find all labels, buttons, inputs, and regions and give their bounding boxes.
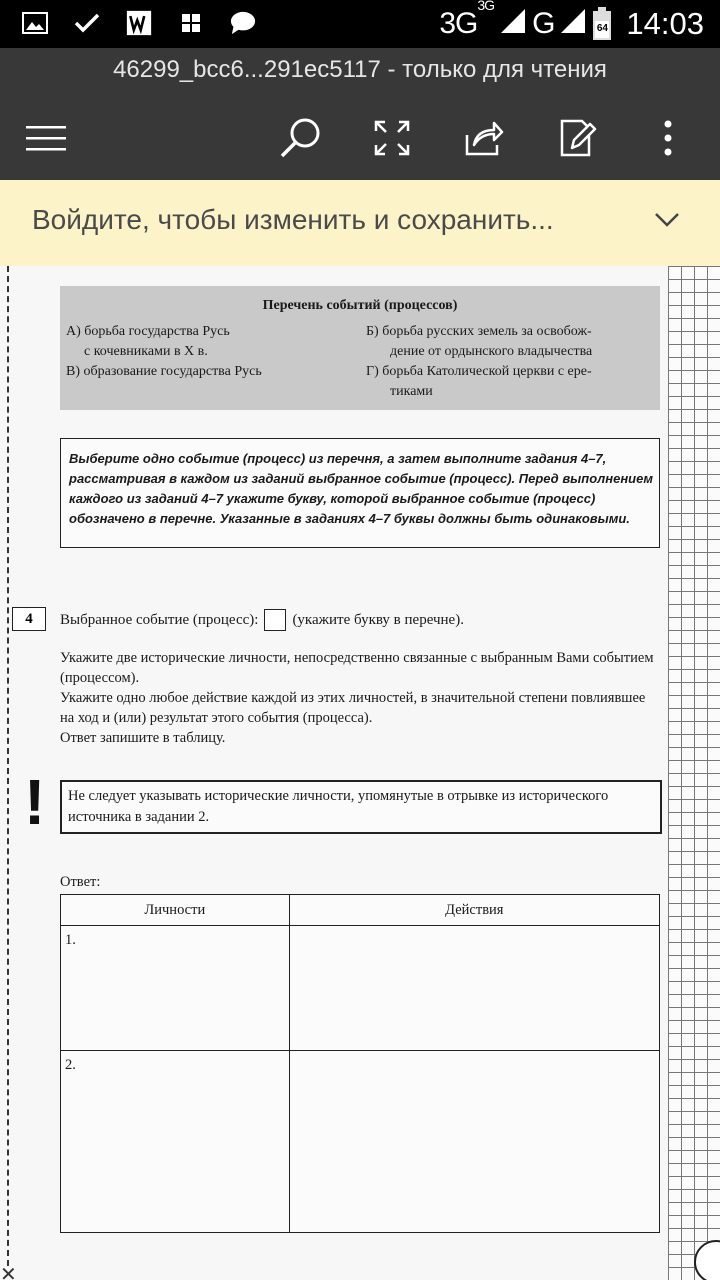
network-type: $3G^{3G}$ bbox=[439, 0, 495, 40]
fullscreen-button[interactable] bbox=[368, 114, 416, 162]
event-g-line2: тиками bbox=[390, 384, 433, 399]
question-body bbox=[60, 648, 660, 748]
question-paragraph-2: Укажите одно любое действие каждой из этих личностей, в значительной степени повлиявшее на ход и (или) результат этого события (процесса). bbox=[60, 690, 646, 726]
network-type-2: G bbox=[532, 7, 555, 40]
cut-line bbox=[7, 266, 9, 1266]
share-button[interactable] bbox=[460, 114, 508, 162]
person-cell-1[interactable]: 1. bbox=[61, 926, 290, 1051]
toolbar bbox=[0, 136, 720, 184]
events-title: Перечень событий (процессов) bbox=[262, 298, 458, 313]
answer-table bbox=[60, 894, 660, 1233]
column-persons: Личности bbox=[61, 895, 290, 926]
warning-box bbox=[60, 780, 662, 834]
action-cell-1[interactable] bbox=[289, 926, 659, 1051]
question-select-line bbox=[60, 609, 464, 631]
column-actions: Действия bbox=[289, 895, 659, 926]
status-bar bbox=[0, 0, 720, 48]
fullscreen-icon bbox=[373, 119, 411, 157]
document-viewer[interactable] bbox=[0, 266, 720, 1280]
question-select-label: Выбранное событие (процесс): bbox=[60, 611, 259, 628]
clock: 14:03 bbox=[626, 6, 704, 41]
instruction-text: Выберите одно событие (процесс) из перечня, а затем выполните задания 4–7, рассматривая в каждом из заданий выбранное событие (процесс). Перед выполнением каждого из заданий 4–7 укажите букву, которой выбранное событие (процесс) обозначено в перечне. Указанные в заданиях 4–7 буквы должны быть одинаковыми. bbox=[69, 451, 653, 526]
more-icon bbox=[662, 118, 674, 158]
sign-in-text[interactable]: Войдите, чтобы изменить и сохранить... bbox=[32, 204, 554, 235]
warning-text: Не следует указывать исторические личности, упомянутые в отрывке из исторического источника в задании 2. bbox=[68, 788, 609, 825]
edit-button[interactable] bbox=[554, 114, 602, 162]
chat-icon bbox=[230, 10, 256, 36]
event-v: В) образование государства Русь bbox=[66, 364, 262, 379]
action-cell-2[interactable] bbox=[289, 1051, 659, 1233]
event-b-line2: дение от ордынского владычества bbox=[390, 344, 593, 359]
share-icon bbox=[464, 119, 504, 157]
app-bar bbox=[0, 48, 720, 180]
question-number: 4 bbox=[12, 607, 46, 631]
table-row bbox=[61, 1051, 660, 1233]
question-select-hint: (укажите букву в перечне). bbox=[292, 611, 464, 628]
search-icon bbox=[278, 116, 322, 160]
events-list bbox=[60, 286, 660, 410]
person-cell-2[interactable]: 2. bbox=[61, 1051, 290, 1233]
cut-mark-icon: ✕ bbox=[0, 1264, 17, 1280]
table-header bbox=[61, 895, 660, 926]
check-icon bbox=[74, 10, 100, 36]
event-a-line1: А) борьба государства Русь bbox=[66, 324, 230, 339]
graph-paper-margin bbox=[668, 266, 720, 1280]
table-row bbox=[61, 926, 660, 1051]
image-icon bbox=[22, 10, 48, 36]
event-a-line2: с кочевниками в X в. bbox=[84, 344, 208, 359]
event-b-line1: Б) борьба русских земель за освобож- bbox=[366, 324, 592, 339]
battery-level: 64 bbox=[596, 23, 608, 34]
system-indicators bbox=[439, 0, 704, 42]
signal-icon bbox=[500, 6, 526, 42]
exclamation-icon bbox=[24, 766, 46, 840]
menu-icon bbox=[24, 124, 68, 152]
edit-icon bbox=[558, 118, 598, 158]
event-g-line1: Г) борьба Католической церкви с ере- bbox=[366, 364, 592, 379]
signal-icon-2 bbox=[560, 6, 586, 42]
answer-label: Ответ: bbox=[60, 874, 101, 890]
apps-icon bbox=[178, 10, 204, 36]
sign-in-banner[interactable] bbox=[0, 180, 720, 266]
search-button[interactable] bbox=[276, 114, 324, 162]
menu-button[interactable] bbox=[22, 114, 70, 162]
battery-icon bbox=[592, 7, 612, 41]
chevron-down-icon bbox=[654, 212, 680, 228]
expand-banner-button[interactable] bbox=[654, 212, 680, 233]
answer-letter-box[interactable] bbox=[264, 609, 286, 631]
question-paragraph-1: Укажите две исторические личности, непосредственно связанные с выбранным Вами событием (процессом). bbox=[60, 650, 654, 686]
exclamation-mark: ! bbox=[24, 766, 46, 838]
word-app-icon bbox=[126, 10, 152, 36]
question-paragraph-3: Ответ запишите в таблицу. bbox=[60, 730, 226, 746]
more-button[interactable] bbox=[644, 114, 692, 162]
notification-icons bbox=[22, 10, 256, 36]
document-title: 46299_bcc6...291ec5117 - только для чтения bbox=[113, 56, 607, 83]
instruction-box bbox=[60, 438, 660, 548]
